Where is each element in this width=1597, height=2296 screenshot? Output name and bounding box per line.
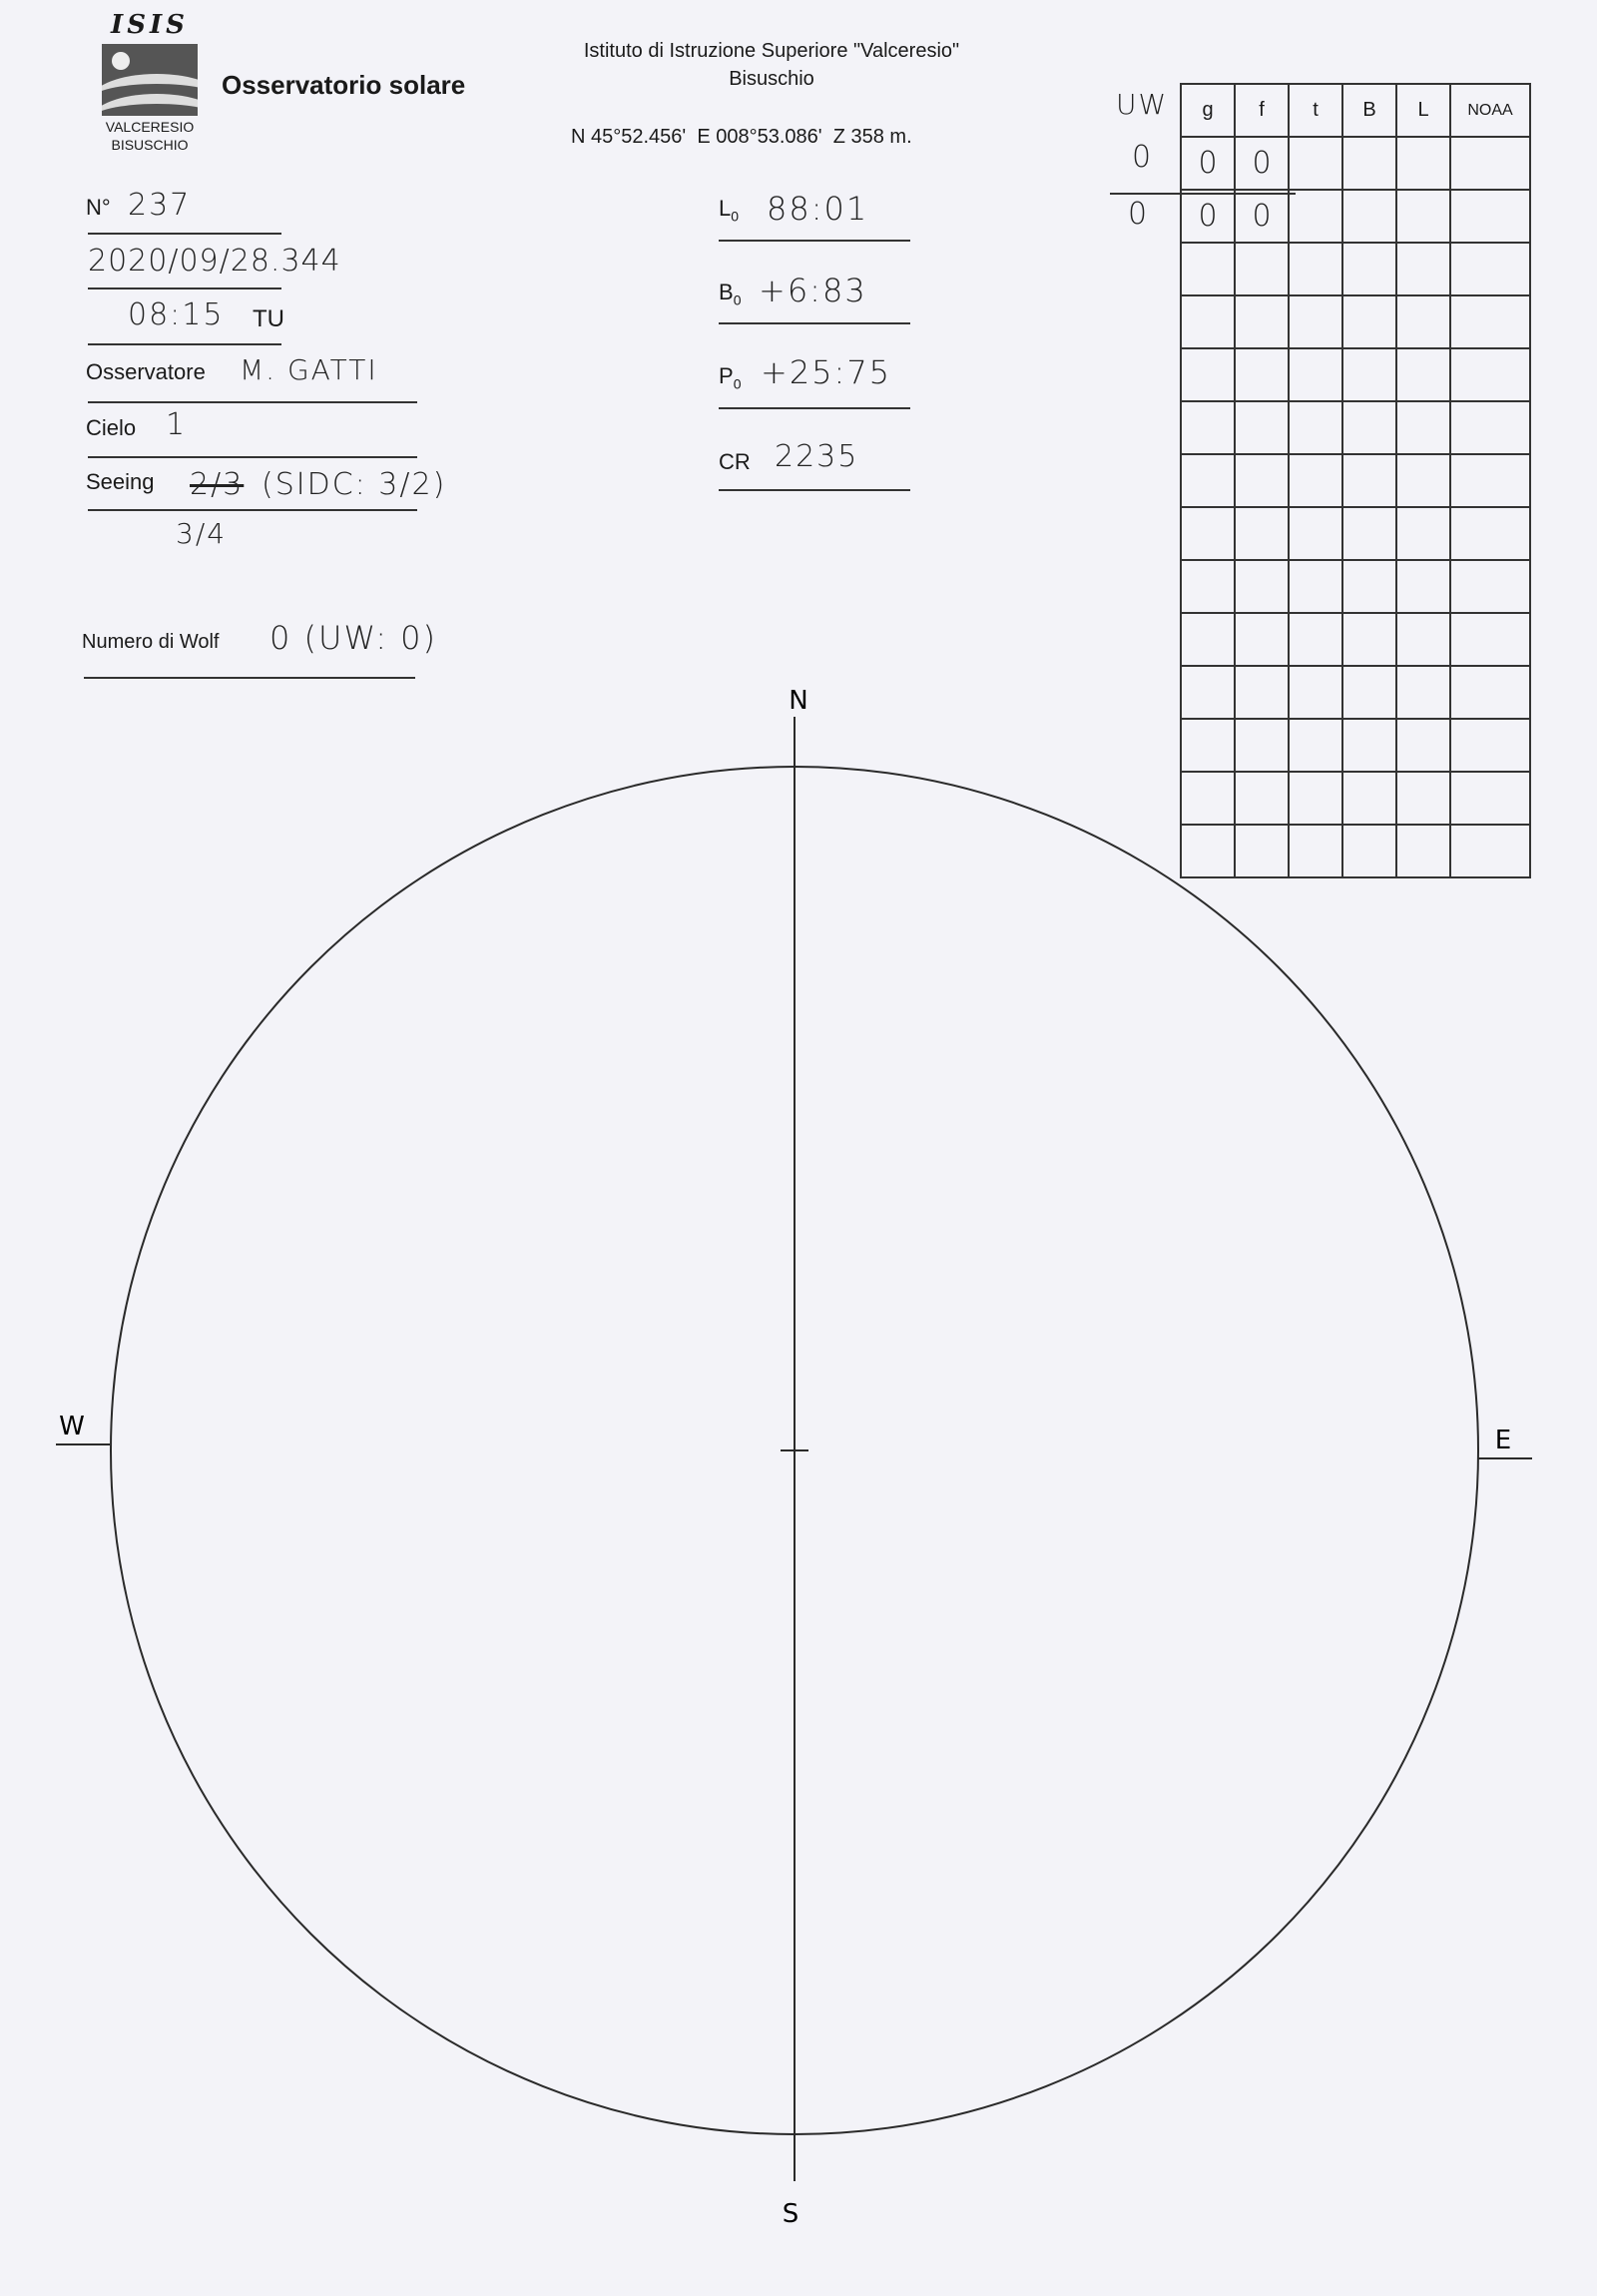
header-f: f	[1235, 84, 1289, 137]
l0-value: 88:01	[767, 190, 869, 228]
table-cell	[1235, 560, 1289, 613]
header-b: B	[1342, 84, 1396, 137]
table-cell	[1342, 190, 1396, 243]
table-cell: 0	[1235, 190, 1289, 243]
table-cell	[1450, 243, 1530, 295]
table-row	[1181, 295, 1530, 348]
institute-town: Bisuschio	[729, 68, 814, 90]
number-rule	[88, 233, 281, 235]
p0-rule	[719, 407, 910, 409]
table-cell	[1342, 295, 1396, 348]
table-cell	[1396, 243, 1450, 295]
table-row	[1181, 243, 1530, 295]
time-value: 08:15	[128, 297, 225, 332]
table-cell	[1181, 507, 1235, 560]
table-row	[1181, 190, 1530, 243]
table-cell	[1235, 454, 1289, 507]
table-cell	[1450, 454, 1530, 507]
number-label: N°	[86, 195, 111, 220]
observatory-title: Osservatorio solare	[222, 70, 466, 100]
observer-label: Osservatore	[86, 359, 206, 384]
west-label: W	[59, 1412, 85, 1441]
header-g: g	[1181, 84, 1235, 137]
b0-label: $B_0$	[719, 280, 742, 308]
l0-label: $L_0$	[719, 196, 740, 225]
table-cell	[1181, 243, 1235, 295]
solar-disk-diagram	[0, 659, 1597, 2256]
table-cell	[1396, 401, 1450, 454]
seeing-struck-value: 2/3	[190, 467, 245, 502]
header-t: t	[1289, 84, 1342, 137]
table-cell	[1396, 137, 1450, 190]
table-cell	[1396, 507, 1450, 560]
p0-label: $P_0$	[719, 363, 742, 392]
table-header-row	[1181, 84, 1530, 137]
seeing-label: Seeing	[86, 469, 155, 494]
table-cell	[1342, 137, 1396, 190]
table-cell	[1181, 295, 1235, 348]
table-cell	[1342, 348, 1396, 401]
header-noaa: NOAA	[1450, 84, 1530, 137]
sky-value: 1	[166, 407, 188, 442]
table-row	[1181, 137, 1530, 190]
logo-sun-icon	[112, 52, 130, 70]
table-row	[1181, 454, 1530, 507]
table-cell	[1235, 507, 1289, 560]
table-cell	[1396, 295, 1450, 348]
table-cell	[1181, 401, 1235, 454]
table-cell	[1289, 137, 1342, 190]
date-value: 2020/09/28.344	[88, 244, 341, 279]
table-cell	[1396, 560, 1450, 613]
table-cell	[1289, 243, 1342, 295]
seeing-correction: 3/4	[176, 517, 228, 550]
seeing-value: (SIDC: 3/2)	[262, 467, 447, 502]
observer-value: M. GATTI	[240, 353, 378, 386]
uw-label: UW	[1116, 88, 1169, 121]
date-rule	[88, 287, 281, 289]
table-cell	[1289, 560, 1342, 613]
table-cell	[1342, 507, 1396, 560]
table-cell	[1450, 401, 1530, 454]
p0-value: +25:75	[761, 353, 892, 391]
uw-row-1-value: 0	[1132, 140, 1154, 175]
table-cell	[1342, 401, 1396, 454]
table-cell	[1396, 454, 1450, 507]
table-cell	[1342, 243, 1396, 295]
table-row	[1181, 348, 1530, 401]
table-cell	[1289, 348, 1342, 401]
l0-rule	[719, 240, 910, 242]
seeing-rule	[88, 509, 417, 511]
sky-rule	[88, 456, 417, 458]
table-cell	[1235, 348, 1289, 401]
number-value: 237	[128, 188, 192, 223]
south-label: S	[782, 2199, 799, 2229]
b0-value: +6:83	[759, 272, 867, 309]
table-cell	[1289, 507, 1342, 560]
table-cell	[1235, 295, 1289, 348]
table-cell	[1342, 454, 1396, 507]
table-cell	[1450, 190, 1530, 243]
table-row	[1181, 401, 1530, 454]
table-row	[1181, 507, 1530, 560]
table-cell: 0	[1181, 190, 1235, 243]
time-unit: TU	[253, 305, 284, 332]
table-cell	[1450, 507, 1530, 560]
school-logo	[90, 10, 210, 153]
table-cell	[1181, 454, 1235, 507]
logo-line-2: BISUSCHIO	[111, 137, 189, 153]
observer-rule	[88, 401, 417, 403]
table-cell	[1450, 295, 1530, 348]
logo-mark-text: ISIS	[111, 10, 189, 40]
cr-value: 2235	[775, 439, 859, 474]
header-l: L	[1396, 84, 1450, 137]
table-cell	[1396, 190, 1450, 243]
logo-line-1: VALCERESIO	[105, 119, 195, 135]
table-cell	[1289, 401, 1342, 454]
table-cell	[1181, 348, 1235, 401]
table-cell	[1289, 295, 1342, 348]
table-cell	[1235, 243, 1289, 295]
table-cell	[1235, 401, 1289, 454]
table-cell	[1342, 560, 1396, 613]
observatory-coordinates: N 45°52.456' E 008°53.086' Z 358 m.	[571, 126, 912, 148]
table-cell	[1450, 348, 1530, 401]
cr-label: CR	[719, 449, 751, 474]
logo-emblem	[102, 44, 198, 116]
wolf-label: Numero di Wolf	[82, 631, 220, 653]
table-cell	[1396, 348, 1450, 401]
b0-rule	[719, 322, 910, 324]
table-cell	[1289, 454, 1342, 507]
table-cell	[1181, 560, 1235, 613]
table-row	[1181, 560, 1530, 613]
sky-label: Cielo	[86, 415, 137, 440]
table-cell	[1450, 137, 1530, 190]
cr-rule	[719, 489, 910, 491]
north-label: N	[789, 686, 808, 716]
uw-row-2-value: 0	[1128, 197, 1150, 232]
institute-name: Istituto di Istruzione Superiore "Valceresio"	[583, 40, 960, 62]
east-label: E	[1494, 1426, 1512, 1455]
time-rule	[88, 343, 281, 345]
table-cell	[1289, 190, 1342, 243]
table-cell	[1450, 560, 1530, 613]
table-cell: 0	[1235, 137, 1289, 190]
table-cell: 0	[1181, 137, 1235, 190]
wolf-value: 0 (UW: 0)	[269, 619, 437, 657]
